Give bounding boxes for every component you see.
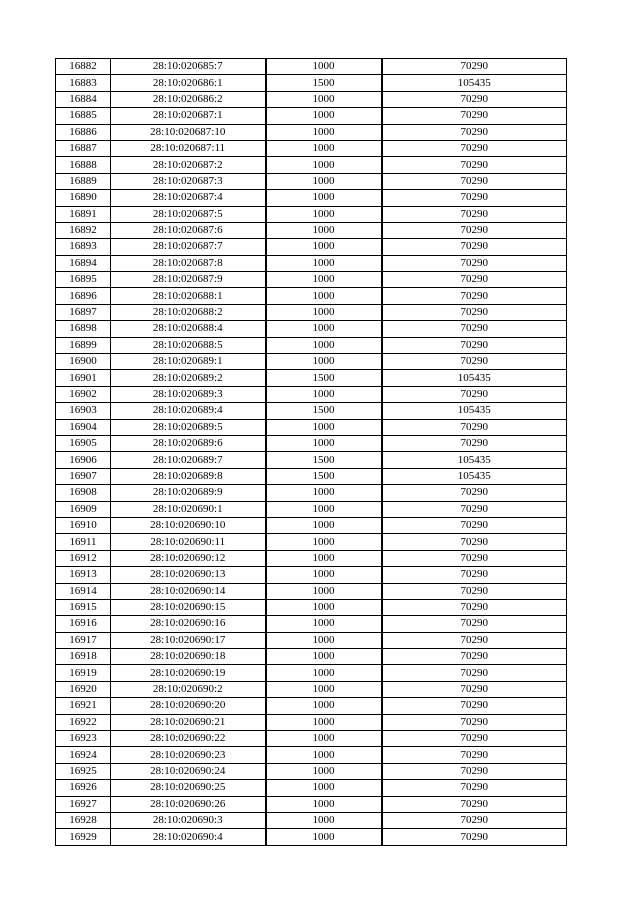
table-row (56, 567, 567, 583)
table-row (56, 698, 567, 714)
cadastral-number-cell: 28:10:020689:8 (111, 468, 266, 484)
table-row (56, 370, 567, 386)
row-number-cell: 16923 (56, 731, 111, 747)
cadastral-number-cell: 28:10:020688:1 (111, 288, 266, 304)
cadastral-number-cell: 28:10:020689:1 (111, 354, 266, 370)
row-number-cell: 16910 (56, 517, 111, 533)
cadastral-number-cell: 28:10:020688:4 (111, 321, 266, 337)
cadastral-number-cell: 28:10:020690:4 (111, 829, 266, 845)
cadastral-number-cell: 28:10:020687:1 (111, 108, 266, 124)
value-cell: 70290 (382, 386, 567, 402)
area-cell: 1000 (266, 698, 382, 714)
row-number-cell: 16882 (56, 59, 111, 75)
cadastral-number-cell: 28:10:020687:4 (111, 190, 266, 206)
cadastral-number-cell: 28:10:020687:11 (111, 140, 266, 156)
row-number-cell: 16914 (56, 583, 111, 599)
area-cell: 1500 (266, 75, 382, 91)
row-number-cell: 16926 (56, 780, 111, 796)
table-row (56, 796, 567, 812)
table-row (56, 288, 567, 304)
cadastral-number-cell: 28:10:020686:2 (111, 91, 266, 107)
table-row (56, 747, 567, 763)
cadastral-number-cell: 28:10:020689:2 (111, 370, 266, 386)
row-number-cell: 16904 (56, 419, 111, 435)
row-number-cell: 16924 (56, 747, 111, 763)
table-row (56, 403, 567, 419)
cadastral-number-cell: 28:10:020690:2 (111, 681, 266, 697)
area-cell: 1500 (266, 370, 382, 386)
row-number-cell: 16900 (56, 354, 111, 370)
table-row (56, 599, 567, 615)
area-cell: 1000 (266, 796, 382, 812)
row-number-cell: 16892 (56, 222, 111, 238)
cadastral-number-cell: 28:10:020690:14 (111, 583, 266, 599)
row-number-cell: 16918 (56, 649, 111, 665)
cadastral-number-cell: 28:10:020690:10 (111, 517, 266, 533)
value-cell: 70290 (382, 272, 567, 288)
cadastral-number-cell: 28:10:020690:23 (111, 747, 266, 763)
area-cell: 1500 (266, 403, 382, 419)
area-cell: 1000 (266, 567, 382, 583)
cadastral-number-cell: 28:10:020690:20 (111, 698, 266, 714)
area-cell: 1000 (266, 321, 382, 337)
row-number-cell: 16929 (56, 829, 111, 845)
table-row (56, 140, 567, 156)
area-cell: 1000 (266, 616, 382, 632)
cadastral-number-cell: 28:10:020689:3 (111, 386, 266, 402)
row-number-cell: 16891 (56, 206, 111, 222)
value-cell: 70290 (382, 665, 567, 681)
value-cell: 70290 (382, 747, 567, 763)
row-number-cell: 16883 (56, 75, 111, 91)
table-row (56, 452, 567, 468)
value-cell: 70290 (382, 419, 567, 435)
cadastral-number-cell: 28:10:020690:3 (111, 812, 266, 828)
row-number-cell: 16915 (56, 599, 111, 615)
area-cell: 1000 (266, 550, 382, 566)
area-cell: 1000 (266, 485, 382, 501)
area-cell: 1500 (266, 452, 382, 468)
value-cell: 105435 (382, 468, 567, 484)
table-row (56, 534, 567, 550)
area-cell: 1000 (266, 239, 382, 255)
cadastral-number-cell: 28:10:020690:16 (111, 616, 266, 632)
table-row (56, 354, 567, 370)
value-cell: 70290 (382, 288, 567, 304)
cadastral-number-cell: 28:10:020690:11 (111, 534, 266, 550)
row-number-cell: 16913 (56, 567, 111, 583)
row-number-cell: 16893 (56, 239, 111, 255)
row-number-cell: 16917 (56, 632, 111, 648)
cadastral-number-cell: 28:10:020689:5 (111, 419, 266, 435)
area-cell: 1000 (266, 599, 382, 615)
table-row (56, 435, 567, 451)
row-number-cell: 16897 (56, 304, 111, 320)
table-row (56, 321, 567, 337)
area-cell: 1000 (266, 517, 382, 533)
row-number-cell: 16928 (56, 812, 111, 828)
value-cell: 70290 (382, 304, 567, 320)
cadastral-number-cell: 28:10:020687:7 (111, 239, 266, 255)
row-number-cell: 16886 (56, 124, 111, 140)
table-row (56, 649, 567, 665)
row-number-cell: 16898 (56, 321, 111, 337)
area-cell: 1000 (266, 501, 382, 517)
table-row (56, 812, 567, 828)
area-cell: 1000 (266, 763, 382, 779)
area-cell: 1000 (266, 288, 382, 304)
cadastral-number-cell: 28:10:020686:1 (111, 75, 266, 91)
area-cell: 1000 (266, 91, 382, 107)
table-row (56, 583, 567, 599)
area-cell: 1000 (266, 354, 382, 370)
value-cell: 105435 (382, 452, 567, 468)
area-cell: 1000 (266, 435, 382, 451)
value-cell: 70290 (382, 435, 567, 451)
cadastral-number-cell: 28:10:020690:12 (111, 550, 266, 566)
cadastral-number-cell: 28:10:020690:13 (111, 567, 266, 583)
cadastral-number-cell: 28:10:020687:5 (111, 206, 266, 222)
value-cell: 70290 (382, 140, 567, 156)
row-number-cell: 16912 (56, 550, 111, 566)
table-row (56, 91, 567, 107)
cadastral-number-cell: 28:10:020689:9 (111, 485, 266, 501)
row-number-cell: 16895 (56, 272, 111, 288)
value-cell: 105435 (382, 75, 567, 91)
cadastral-number-cell: 28:10:020687:10 (111, 124, 266, 140)
table-row (56, 731, 567, 747)
area-cell: 1000 (266, 386, 382, 402)
cadastral-number-cell: 28:10:020689:6 (111, 435, 266, 451)
table-row (56, 485, 567, 501)
table-row (56, 59, 567, 75)
cadastral-number-cell: 28:10:020690:25 (111, 780, 266, 796)
row-number-cell: 16921 (56, 698, 111, 714)
table-row (56, 239, 567, 255)
cadastral-number-cell: 28:10:020690:1 (111, 501, 266, 517)
value-cell: 70290 (382, 599, 567, 615)
area-cell: 1000 (266, 681, 382, 697)
table-row (56, 272, 567, 288)
row-number-cell: 16902 (56, 386, 111, 402)
cadastral-number-cell: 28:10:020689:7 (111, 452, 266, 468)
row-number-cell: 16899 (56, 337, 111, 353)
table-row (56, 829, 567, 845)
area-cell: 1000 (266, 747, 382, 763)
data-table (55, 58, 567, 846)
area-cell: 1000 (266, 59, 382, 75)
table-row (56, 222, 567, 238)
table-row (56, 419, 567, 435)
area-cell: 1000 (266, 632, 382, 648)
row-number-cell: 16925 (56, 763, 111, 779)
table-row (56, 517, 567, 533)
value-cell: 70290 (382, 550, 567, 566)
area-cell: 1000 (266, 157, 382, 173)
value-cell: 70290 (382, 698, 567, 714)
table-row (56, 124, 567, 140)
value-cell: 70290 (382, 91, 567, 107)
value-cell: 70290 (382, 255, 567, 271)
area-cell: 1000 (266, 714, 382, 730)
table-row (56, 190, 567, 206)
value-cell: 70290 (382, 649, 567, 665)
table-row (56, 763, 567, 779)
row-number-cell: 16911 (56, 534, 111, 550)
table-row (56, 75, 567, 91)
row-number-cell: 16919 (56, 665, 111, 681)
table-row (56, 206, 567, 222)
table-row (56, 501, 567, 517)
area-cell: 1000 (266, 731, 382, 747)
value-cell: 70290 (382, 222, 567, 238)
cadastral-number-cell: 28:10:020690:22 (111, 731, 266, 747)
table-row (56, 780, 567, 796)
value-cell: 70290 (382, 714, 567, 730)
area-cell: 1000 (266, 649, 382, 665)
value-cell: 70290 (382, 780, 567, 796)
area-cell: 1000 (266, 583, 382, 599)
row-number-cell: 16889 (56, 173, 111, 189)
value-cell: 70290 (382, 583, 567, 599)
row-number-cell: 16907 (56, 468, 111, 484)
row-number-cell: 16927 (56, 796, 111, 812)
table-row (56, 550, 567, 566)
row-number-cell: 16916 (56, 616, 111, 632)
row-number-cell: 16905 (56, 435, 111, 451)
cadastral-number-cell: 28:10:020690:17 (111, 632, 266, 648)
cadastral-number-cell: 28:10:020690:24 (111, 763, 266, 779)
value-cell: 70290 (382, 206, 567, 222)
cadastral-number-cell: 28:10:020690:19 (111, 665, 266, 681)
value-cell: 70290 (382, 616, 567, 632)
value-cell: 70290 (382, 337, 567, 353)
table-row (56, 108, 567, 124)
value-cell: 70290 (382, 108, 567, 124)
table-row (56, 665, 567, 681)
cadastral-number-cell: 28:10:020687:6 (111, 222, 266, 238)
table-row (56, 304, 567, 320)
area-cell: 1000 (266, 140, 382, 156)
row-number-cell: 16909 (56, 501, 111, 517)
area-cell: 1000 (266, 812, 382, 828)
value-cell: 70290 (382, 829, 567, 845)
value-cell: 105435 (382, 370, 567, 386)
table-row (56, 173, 567, 189)
area-cell: 1000 (266, 108, 382, 124)
row-number-cell: 16894 (56, 255, 111, 271)
row-number-cell: 16896 (56, 288, 111, 304)
area-cell: 1000 (266, 173, 382, 189)
cadastral-number-cell: 28:10:020688:2 (111, 304, 266, 320)
value-cell: 105435 (382, 403, 567, 419)
cadastral-number-cell: 28:10:020689:4 (111, 403, 266, 419)
value-cell: 70290 (382, 731, 567, 747)
value-cell: 70290 (382, 681, 567, 697)
row-number-cell: 16885 (56, 108, 111, 124)
area-cell: 1000 (266, 337, 382, 353)
table-row (56, 616, 567, 632)
row-number-cell: 16920 (56, 681, 111, 697)
table-row (56, 632, 567, 648)
value-cell: 70290 (382, 354, 567, 370)
area-cell: 1000 (266, 206, 382, 222)
table-body (56, 59, 567, 846)
table-row (56, 255, 567, 271)
cadastral-number-cell: 28:10:020685:7 (111, 59, 266, 75)
area-cell: 1000 (266, 272, 382, 288)
value-cell: 70290 (382, 190, 567, 206)
cadastral-number-cell: 28:10:020687:9 (111, 272, 266, 288)
value-cell: 70290 (382, 501, 567, 517)
value-cell: 70290 (382, 485, 567, 501)
area-cell: 1000 (266, 124, 382, 140)
table-row (56, 386, 567, 402)
row-number-cell: 16888 (56, 157, 111, 173)
table-row (56, 337, 567, 353)
area-cell: 1000 (266, 190, 382, 206)
value-cell: 70290 (382, 124, 567, 140)
row-number-cell: 16884 (56, 91, 111, 107)
row-number-cell: 16903 (56, 403, 111, 419)
value-cell: 70290 (382, 157, 567, 173)
row-number-cell: 16901 (56, 370, 111, 386)
area-cell: 1000 (266, 255, 382, 271)
cadastral-number-cell: 28:10:020687:2 (111, 157, 266, 173)
area-cell: 1000 (266, 534, 382, 550)
area-cell: 1500 (266, 468, 382, 484)
row-number-cell: 16908 (56, 485, 111, 501)
value-cell: 70290 (382, 632, 567, 648)
area-cell: 1000 (266, 222, 382, 238)
value-cell: 70290 (382, 517, 567, 533)
table-row (56, 468, 567, 484)
row-number-cell: 16906 (56, 452, 111, 468)
value-cell: 70290 (382, 239, 567, 255)
table-row (56, 681, 567, 697)
value-cell: 70290 (382, 321, 567, 337)
table-row (56, 157, 567, 173)
cadastral-number-cell: 28:10:020690:18 (111, 649, 266, 665)
cadastral-number-cell: 28:10:020688:5 (111, 337, 266, 353)
value-cell: 70290 (382, 812, 567, 828)
cadastral-number-cell: 28:10:020690:26 (111, 796, 266, 812)
value-cell: 70290 (382, 763, 567, 779)
value-cell: 70290 (382, 59, 567, 75)
value-cell: 70290 (382, 796, 567, 812)
value-cell: 70290 (382, 567, 567, 583)
cadastral-number-cell: 28:10:020687:3 (111, 173, 266, 189)
row-number-cell: 16890 (56, 190, 111, 206)
area-cell: 1000 (266, 304, 382, 320)
cadastral-number-cell: 28:10:020687:8 (111, 255, 266, 271)
row-number-cell: 16922 (56, 714, 111, 730)
area-cell: 1000 (266, 419, 382, 435)
area-cell: 1000 (266, 665, 382, 681)
area-cell: 1000 (266, 829, 382, 845)
value-cell: 70290 (382, 173, 567, 189)
table-row (56, 714, 567, 730)
row-number-cell: 16887 (56, 140, 111, 156)
cadastral-number-cell: 28:10:020690:15 (111, 599, 266, 615)
area-cell: 1000 (266, 780, 382, 796)
cadastral-number-cell: 28:10:020690:21 (111, 714, 266, 730)
value-cell: 70290 (382, 534, 567, 550)
